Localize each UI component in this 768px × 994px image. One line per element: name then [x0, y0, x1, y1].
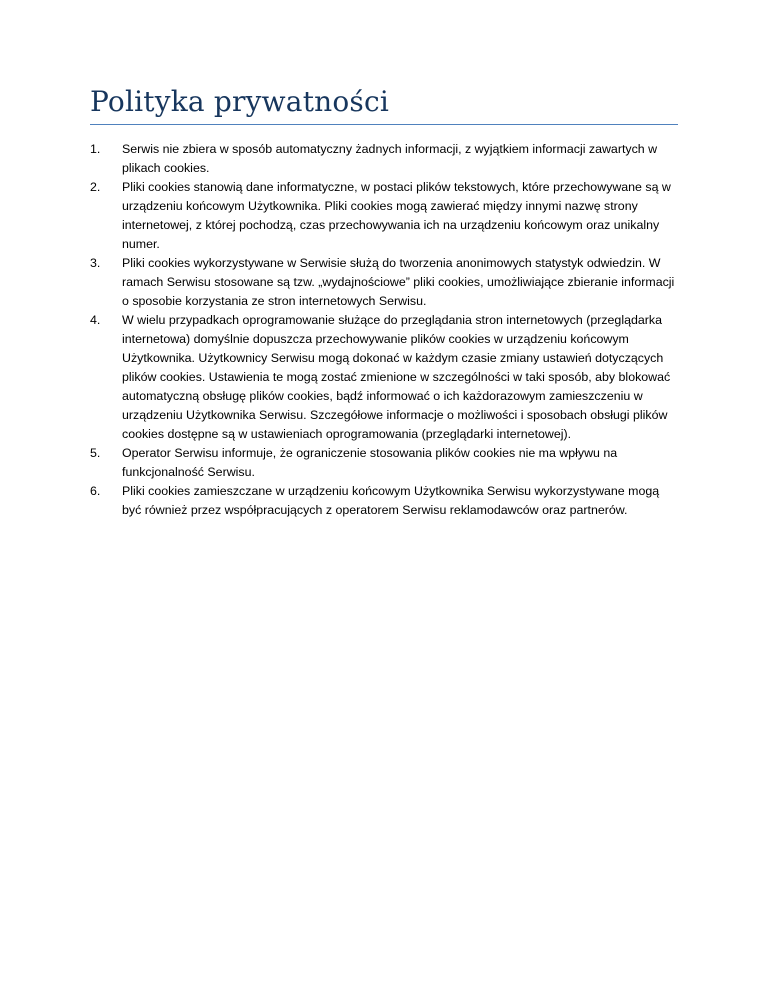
list-item [90, 482, 680, 520]
list-item [90, 178, 680, 254]
list-item-number: 2. [90, 180, 101, 194]
list-item [90, 444, 680, 482]
list-item-number: 4. [90, 313, 101, 327]
list-item [90, 140, 680, 178]
title-underline [90, 124, 678, 125]
list-item-text: Operator Serwisu informuje, że ograniczenie stosowania plików cookies nie ma wpływu na funkcjonalność Serwisu. [122, 446, 618, 479]
list-item-text: Serwis nie zbiera w sposób automatyczny żadnych informacji, z wyjątkiem informacji zawartych w plikach cookies. [122, 142, 658, 175]
list-item-text: W wielu przypadkach oprogramowanie służące do przeglądania stron internetowych (przeglądarka internetowa) domyślnie dopuszcza przechowywanie plików cookies w urządzeniu końcowym Użytkownika. Użytkownicy Serwisu mogą dokonać w każdym czasie zmiany ustawień dotyczących plików cookies. Ustawienia te mogą zostać zmienione w szczególności w taki sposób, aby blokować automatyczną obsługę plików cookies, bądź informować o ich każdorazowym zamieszczeniu w urządzeniu Użytkownika Serwisu. Szczegółowe informacje o możliwości i sposobach obsługi plików cookies dostępne są w ustawieniach oprogramowania (przeglądarki internetowej). [122, 313, 671, 441]
list-item-number: 1. [90, 142, 101, 156]
list-item-text: Pliki cookies zamieszczane w urządzeniu końcowym Użytkownika Serwisu wykorzystywane mogą być również przez współpracujących z operatorem Serwisu reklamodawców oraz partnerów. [122, 484, 660, 517]
list-item [90, 311, 680, 444]
list-item-number: 3. [90, 256, 101, 270]
page-title: Polityka prywatności [90, 85, 390, 118]
list-item [90, 254, 680, 311]
list-item-text: Pliki cookies stanowią dane informatyczne, w postaci plików tekstowych, które przechowywane są w urządzeniu końcowym Użytkownika. Pliki cookies mogą zawierać między innymi nazwę strony internetowej, z której pochodzą, czas przechowywania ich na urządzeniu końcowym oraz unikalny numer. [122, 180, 671, 251]
list-item-number: 6. [90, 484, 101, 498]
list-item-number: 5. [90, 446, 101, 460]
privacy-policy-list [90, 140, 680, 520]
list-item-text: Pliki cookies wykorzystywane w Serwisie służą do tworzenia anonimowych statystyk odwiedzin. W ramach Serwisu stosowane są tzw. „wydajnościowe” pliki cookies, umożliwiające zbieranie informacji o sposobie korzystania ze stron internetowych Serwisu. [122, 256, 675, 308]
